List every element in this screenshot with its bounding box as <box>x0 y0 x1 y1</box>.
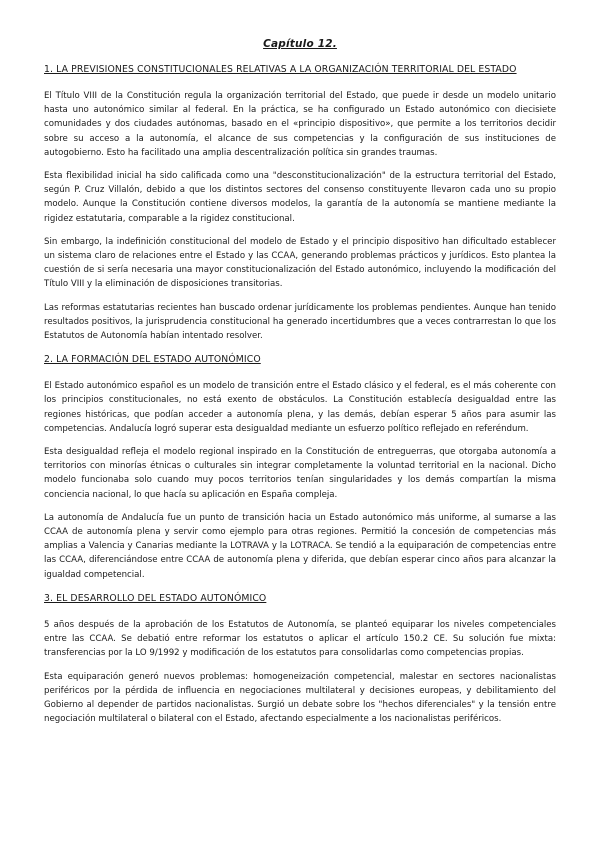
section-heading: 2. LA FORMACIÓN DEL ESTADO AUTONÓMICO <box>44 354 261 366</box>
paragraph: El Título VIII de la Constitución regula la organización territorial del Estado, que puede ir desde un modelo unitario hasta uno autonómico similar al federal. En la práctica, se ha configurado un Estado autonómico con diecisiete comunidades y dos ciudades autónomas, basado en el «principio dispositivo», que permite a los territorios decidir sobre su acceso a la autonomía, el alcance de sus competencias y la configuración de sus instituciones de autogobierno. Esto ha facilitado una amplia descentralización política sin grandes traumas. <box>44 91 556 158</box>
chapter-title: Capítulo 12. <box>263 38 337 50</box>
section-2 <box>44 354 556 582</box>
section-3 <box>44 593 556 726</box>
paragraph: El Estado autonómico español es un modelo de transición entre el Estado clásico y el federal, es el más coherente con los principios constitucionales, no está exento de obstáculos. La Constitución establecía desigualdad entre las regiones históricas, que podían acceder a autonomía plena, y las demás, debían esperar 5 años para asumir las competencias. Andalucía logró superar esta desigualdad mediante un esfuerzo político reflejado en referéndum. <box>44 381 556 434</box>
paragraph: Las reformas estatutarias recientes han buscado ordenar jurídicamente los problemas pendientes. Aunque han tenido resultados positivos, la jurisprudencia constitucional ha generado incertidumbres que a veces contrarrestan lo que los Estatutos de Autonomía habían intentado resolver. <box>44 302 556 342</box>
section-heading: 1. LA PREVISIONES CONSTITUCIONALES RELATIVAS A LA ORGANIZACIÓN TERRITORIAL DEL ESTADO <box>44 64 517 75</box>
paragraph: Esta flexibilidad inicial ha sido calificada como una "desconstitucionalización" de la estructura territorial del Estado, según P. Cruz Villalón, debido a que los distintos sectores del consenso constituyente llevaron cada uno su propio modelo. Aunque la Constitución contiene diversos modelos, la garantía de la autonomía se mantiene mediante la rigidez estatutaria, comparable a la rigidez constitucional. <box>44 171 556 224</box>
paragraph: Esta equiparación generó nuevos problemas: homogeneización competencial, malestar en sectores nacionalistas periféricos por la pérdida de influencia en negociaciones multilateral y decisiones europeas, y debilitamiento del Gobierno al depender de partidos nacionalistas. Surgió un debate sobre los "hechos diferenciales" y la tensión entre negociación multilateral o bilateral con el Estado, afectando especialmente a los nacionalistas periféricos. <box>44 671 556 725</box>
paragraph: Sin embargo, la indefinición constitucional del modelo de Estado y el principio dispositivo han dificultado establecer un sistema claro de relaciones entre el Estado y las CCAA, generando problemas prácticos y jurídicos. Esto plantea la cuestión de si sería necesaria una mayor constitucionalización del Estado autonómico, incluyendo la modificación del Título VIII y la eliminación de disposiciones transitorias. <box>44 236 556 290</box>
paragraph: La autonomía de Andalucía fue un punto de transición hacia un Estado autonómico más uniforme, al sumarse a las CCAA de autonomía plena y servir como ejemplo para otras regiones. Permitió la concesión de competencias más amplias a Valencia y Canarias mediante la LOTRAVA y la LOTRACA. Se tendió a la equiparación de competencias entre las CCAA, diferenciándose entre CCAA de autonomía plena y diferida, que debían esperar cinco años para alcanzar la igualdad competencial. <box>44 512 556 580</box>
section-1 <box>44 64 556 343</box>
section-heading: 3. EL DESARROLLO DEL ESTADO AUTONÓMICO <box>44 592 267 604</box>
paragraph: 5 años después de la aprobación de los Estatutos de Autonomía, se planteó equiparar los niveles competenciales entre las CCAA. Se debatió entre reformar los estatutos o aplicar el artículo 150.2 CE. Su solución fue mixta: transferencias por la LO 9/1992 y modificación de los estatutos para consolidarlas como competencias propias. <box>44 619 556 659</box>
document-body <box>44 64 556 735</box>
paragraph: Esta desigualdad refleja el modelo regional inspirado en la Constitución de entreguerras, que otorgaba autonomía a territorios con minorías étnicas o culturales sin integrar completamente la voluntad territorial en la nacional. Dicho modelo funcionaba solo cuando muy pocos territorios tenían singularidades y los demás compartían la misma conciencia nacional, lo que hacía su aplicación en España compleja. <box>44 447 556 500</box>
